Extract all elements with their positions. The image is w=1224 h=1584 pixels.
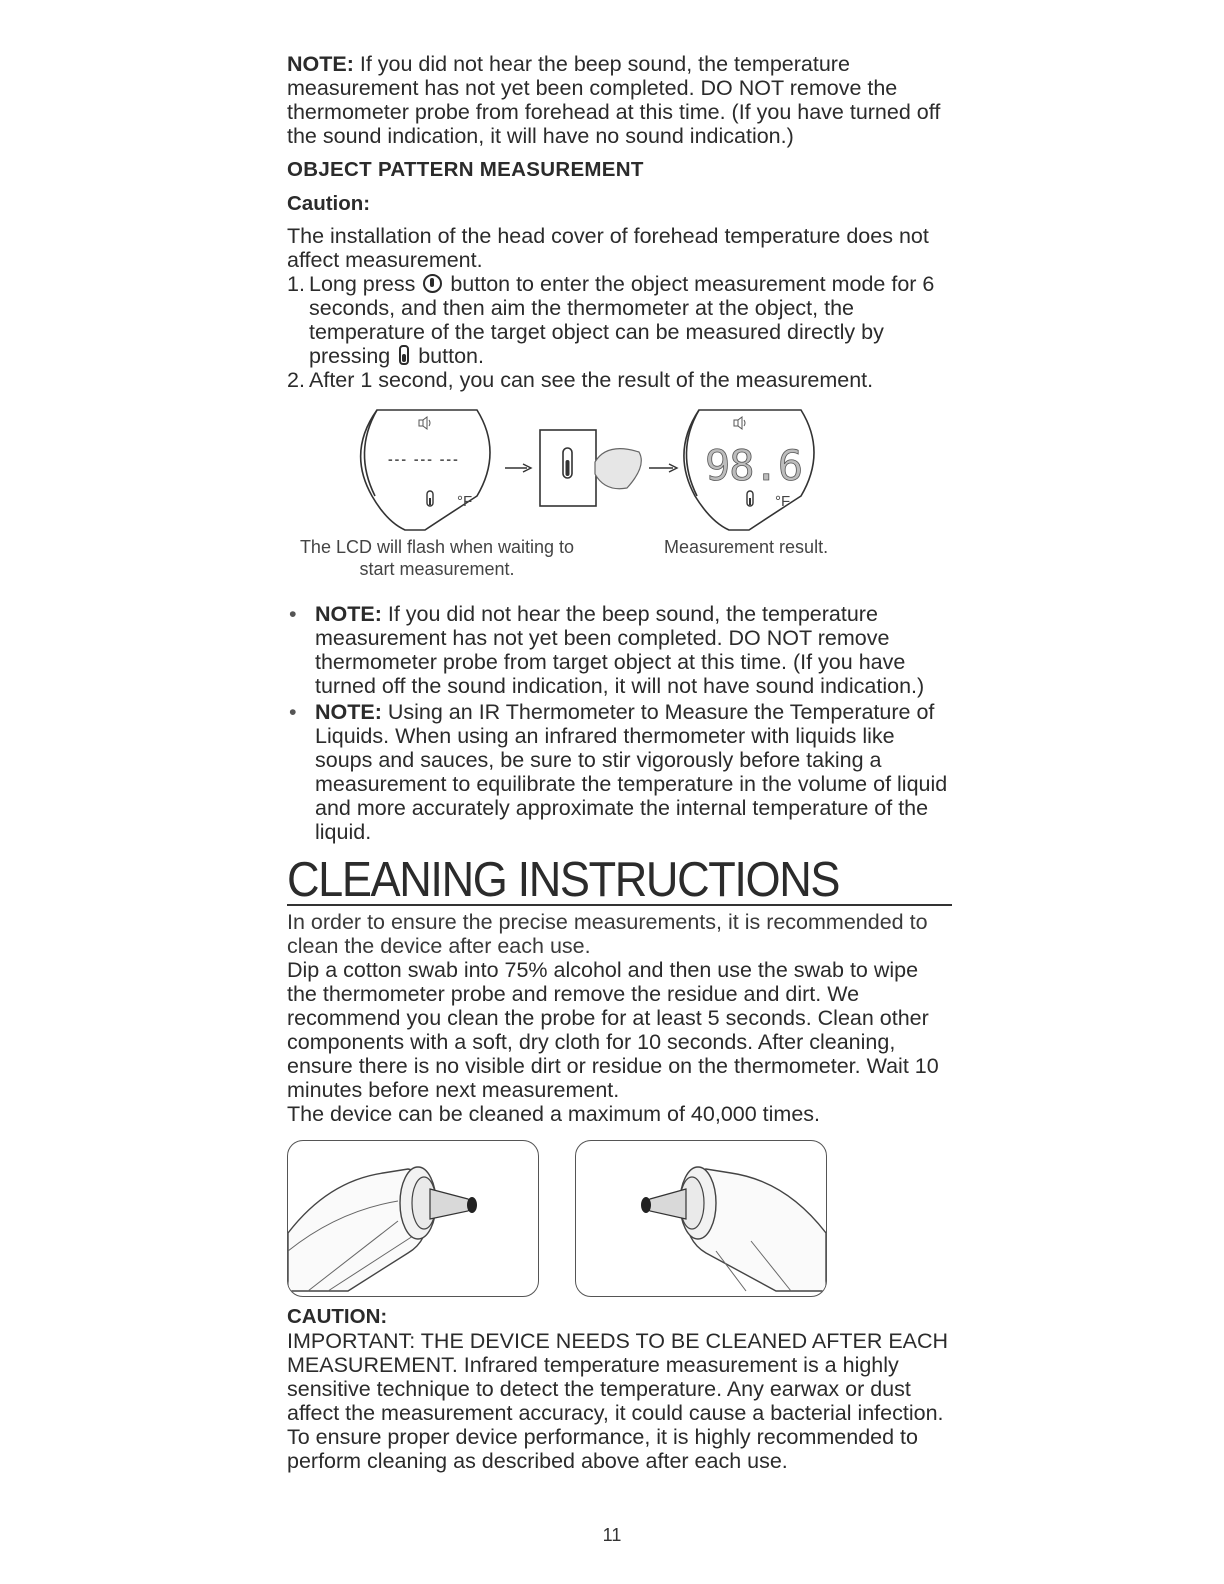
step-2 <box>287 368 952 392</box>
probe-figure-left <box>287 1140 539 1297</box>
lcd-sequence-illustration <box>287 404 952 536</box>
step-number: 1. <box>287 272 305 296</box>
thermometer-icon <box>427 491 433 506</box>
manual-page <box>287 52 952 1473</box>
cleaning-title: CLEANING INSTRUCTIONS <box>287 853 840 907</box>
lcd-dashes: --- --- --- <box>388 451 460 467</box>
unit-label: °F <box>457 493 473 510</box>
thermometer-probe-illustration <box>288 1141 538 1296</box>
step-text: Long press <box>309 272 422 296</box>
note-text: If you did not hear the beep sound, the temperature measurement has not yet been completed. DO NOT remove the thermometer probe from forehead at this time. (If you have turned off the sound indication, it will have no sound indication.) <box>287 52 941 148</box>
probe-figure-right <box>575 1140 827 1297</box>
finger-icon <box>595 449 641 489</box>
power-button-icon <box>423 274 442 293</box>
note-text: Using an IR Thermometer to Measure the Temperature of Liquids. When using an infrared thermometer with liquids like soups and sauces, be sure to stir vigorously before taking a measurement to equilibrate the temperature in the volume of liquid and more accurately approximate the internal temperature of the liquid. <box>315 700 948 844</box>
thermometer-icon <box>747 491 753 506</box>
note-label: NOTE: <box>287 52 354 76</box>
note-label: NOTE: <box>315 602 382 626</box>
speaker-icon <box>419 417 430 429</box>
diagram-captions <box>287 536 952 584</box>
cleaning-max: The device can be cleaned a maximum of 40,000 times. <box>287 1102 821 1126</box>
speaker-icon <box>734 417 745 429</box>
caution-heading: Caution: <box>287 192 371 215</box>
cleaning-body: Dip a cotton swab into 75% alcohol and then use the swab to wipe the thermometer probe and remove the residue and dirt. We recommend you clean the probe for at least 5 seconds. Clean other components with a soft, dry cloth for 10 seconds. After cleaning, ensure there is no visible dirt or residue on the thermometer. Wait 10 minutes before next measurement. <box>287 958 939 1102</box>
caution2-text: IMPORTANT: THE DEVICE NEEDS TO BE CLEANED AFTER EACH MEASUREMENT. Infrared temperature measurement is a highly sensitive technique to detect the temperature. Any earwax or dust affect the measurement accuracy, it could cause a bacterial infection. To ensure proper device performance, it is highly recommended to perform cleaning as described above after each use. <box>287 1329 949 1473</box>
step-text: button. <box>412 344 484 368</box>
object-steps <box>287 272 952 392</box>
note-forehead <box>287 52 952 148</box>
step-1 <box>287 272 952 368</box>
thermometer-button-icon <box>399 345 409 365</box>
page-number: 11 <box>602 1525 622 1545</box>
caption-result: Measurement result. <box>664 537 829 557</box>
measurement-diagram <box>287 404 952 536</box>
caution-text: The installation of the head cover of forehead temperature does not affect measurement. <box>287 224 929 272</box>
measure-button-press <box>540 430 641 506</box>
object-pattern-heading: OBJECT PATTERN MEASUREMENT <box>287 158 644 181</box>
note-text: If you did not hear the beep sound, the temperature measurement has not yet been completed. DO NOT remove thermometer probe from target object at this time. (If you have turned off the sound indication, it will not have sound indication.) <box>315 602 925 698</box>
arrow-icon <box>505 464 531 472</box>
thermometer-probe-illustration <box>576 1141 826 1296</box>
step-text: button to enter the object measurement mode for 6 seconds, and then aim the thermometer at the object, the temperature of the target object can be measured directly by pressing <box>309 272 935 368</box>
note-liquids <box>287 700 952 844</box>
lcd-reading: 98.6 <box>705 441 803 490</box>
step-text: After 1 second, you can see the result of the measurement. <box>309 368 874 392</box>
notes-list <box>287 602 952 844</box>
note-label: NOTE: <box>315 700 382 724</box>
lcd-result-display <box>684 410 814 530</box>
step-number: 2. <box>287 368 305 392</box>
probe-illustrations <box>287 1140 952 1305</box>
note-object-probe <box>287 602 952 698</box>
caption-waiting: The LCD will flash when waiting to start measurement. <box>299 537 575 579</box>
arrow-icon <box>649 464 677 472</box>
caution2-heading: CAUTION: <box>287 1305 388 1328</box>
cleaning-intro: In order to ensure the precise measurements, it is recommended to clean the device after each use. <box>287 910 928 958</box>
lcd-waiting-display <box>361 410 490 530</box>
unit-label: °F <box>775 493 791 510</box>
